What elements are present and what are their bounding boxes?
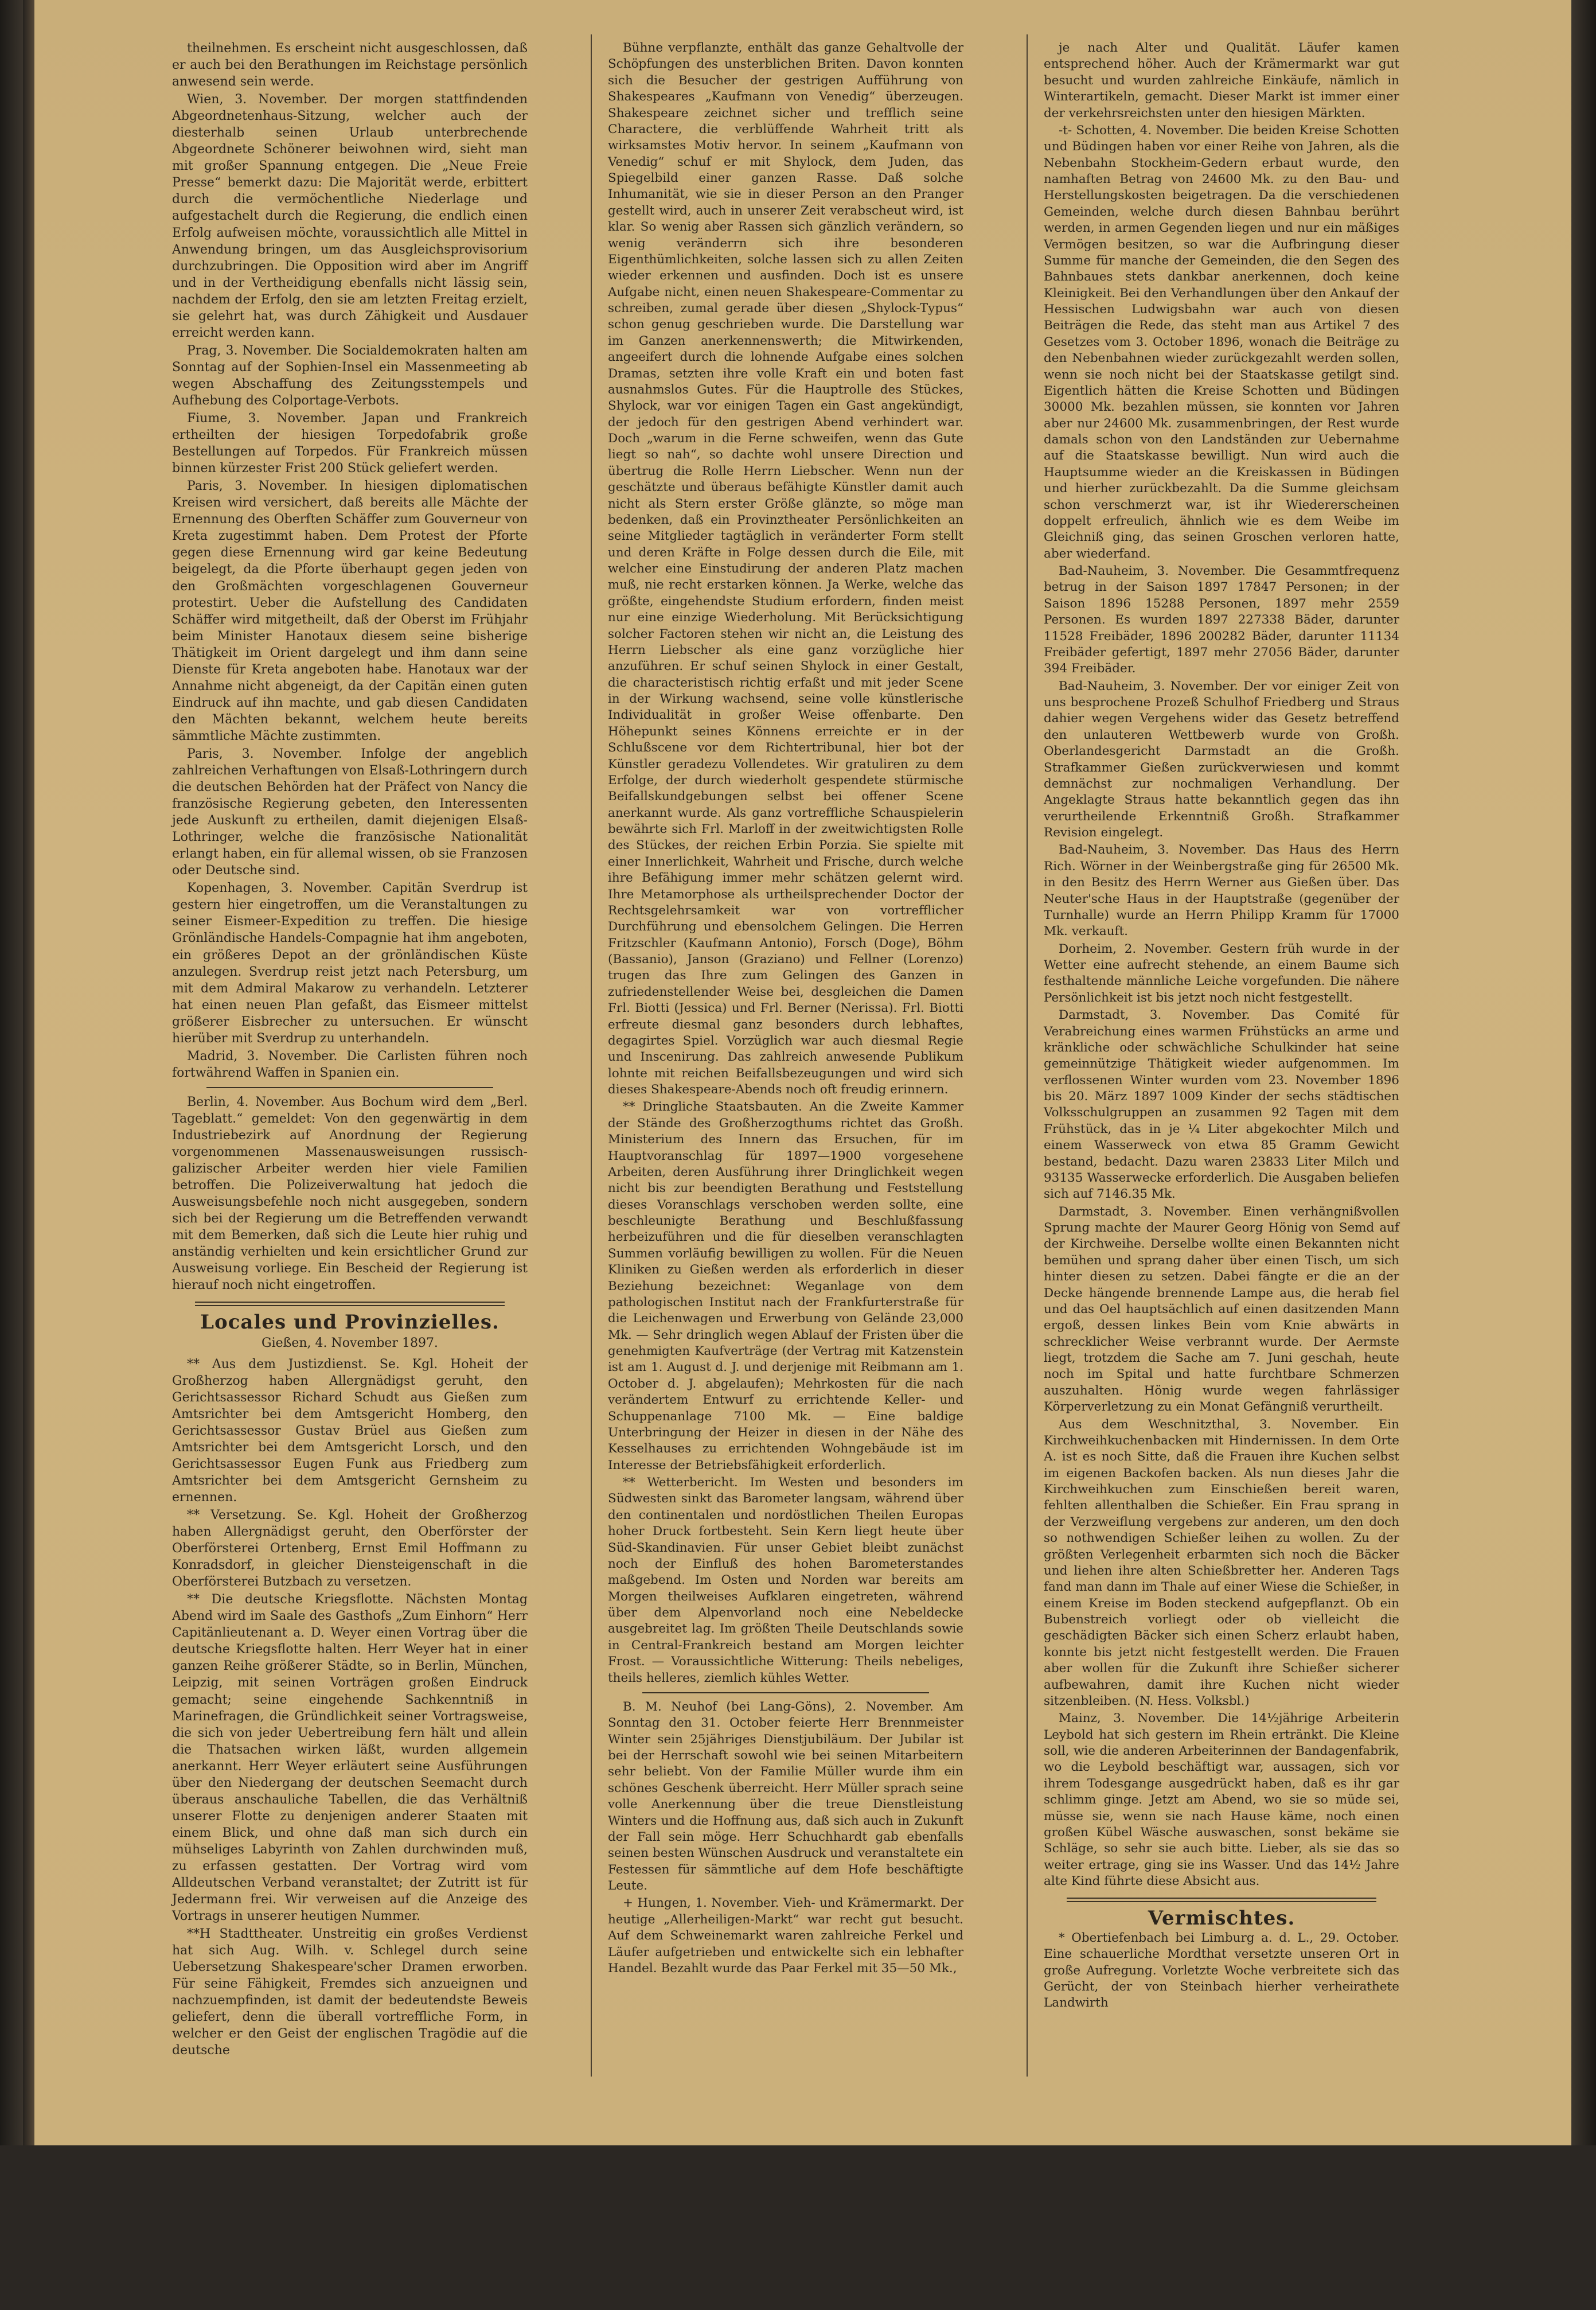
article-paragraph: Aus dem Weschnitzthal, 3. November. Ein Kirchweihkuchenbacken mit Hindernissen. In dem Orte A. ist es noch Sitte, daß die Frauen ihre Kuchen selbst im eigenen Backofen backen. Als nun dieses Jahr die Kirchweihkuchen zum Einschießen bereit waren, fehlten allenthalben die Schießer. Ein Frau sprang in der Verzweiflung vergebens zur anderen, um den doch so nothwendigen Schießer leihen zu wollen. Zu der größten Verlegenheit erbarmten sich noch die Bäcker und liehen ihre alten Schießbretter her. Anderen Tags fand man dann im Thale auf einer Wiese die Schießer, in einem Kreise im Boden steckend aufgepflanzt. Ob ein Bubenstreich vorliegt oder ob vielleicht die geschädigten Bäcker sich einen Scherz erlaubt haben, konnte bis jetzt nicht festgestellt werden. Die Frauen aber wollen für die Zukunft ihre Schießer sicherer aufbewahren, damit ihre Kuchen nicht wieder sitzenbleiben. (N. Hess. Volksbl.) bbox=[1044, 1417, 1399, 1708]
article-paragraph: Paris, 3. November. In hiesigen diplomatischen Kreisen wird versichert, daß bereits alle Mächte der Ernennung des Oberften Schäffer zum Gouverneur von Kreta zugestimmt haben. Dem Protest der Pforte gegen diese Ernennung wird gar keine Bedeutung beigelegt, da die Pforte überhaupt gegen jeden von den Großmächten vorgeschlagenen Gouverneur protestirt. Ueber die Aufstellung des Candidaten Schäffer wird mitgetheilt, daß der Oberst im Frühjahr beim Minister Hanotaux diesem seine bisherige Thätigkeit im Orient dargelegt und ihm dann seine Dienste für Kreta angeboten habe. Hanotaux war der Annahme nicht abgeneigt, da der Capitän einen guten Eindruck auf ihn machte, und gab diesen Candidaten den Mächten bekannt, welchem heute bereits sämmtliche Mächte zustimmten. bbox=[172, 479, 528, 743]
article-paragraph: Bad-Nauheim, 3. November. Der vor einiger Zeit von uns besprochene Prozeß Schulhof Friedberg und Straus dahier wegen Vergehens wider das Gesetz betreffend den unlauteren Wettbewerb wurde von Großh. Oberlandesgericht Darmstadt an die Großh. Strafkammer Gießen zurückverwiesen und kommt demnächst zur nochmaligen Verhandlung. Der Angeklagte Straus hatte bekanntlich gegen das ihn verurtheilende Erkenntniß Großh. Strafkammer Revision eingelegt. bbox=[1044, 679, 1399, 840]
article-paragraph: B. M. Neuhof (bei Lang-Göns), 2. November. Am Sonntag den 31. October feierte Herr Brennmeister Winter sein 25jähriges Dienstjubiläum. Der Jubilar ist bei der Herrschaft sowohl wie bei seinen Mitarbeitern sehr beliebt. Von der Familie Müller wurde ihm ein schönes Geschenk überreicht. Herr Müller sprach seine volle Anerkennung über die treue Dienstleistung Winters und die Hoffnung aus, daß sich auch in Zukunft der Fall sein möge. Herr Schuchhardt gab ebenfalls seinen besten Wünschen Ausdruck und veranstaltete ein Festessen für sämmtliche auf dem Hofe beschäftigte Leute. bbox=[608, 1699, 963, 1893]
article-paragraph: **H Stadttheater. Unstreitig ein großes Verdienst hat sich Aug. Wilh. v. Schlegel durch seine Uebersetzung Shakespeare'scher Dramen erworben. Für seine Fähigkeit, Fremdes sich anzueignen und nachzuempfinden, ist damit der bedeutendste Beweis geliefert, denn die überall vortreffliche Form, in welcher er den Geist der englischen Tragödie auf die deutsche bbox=[172, 1927, 528, 2058]
article-paragraph: theilnehmen. Es erscheint nicht ausgeschlossen, daß er auch bei den Berathungen im Reichstage persönlich anwesend sein werde. bbox=[172, 41, 528, 89]
section-heading: Locales und Provinzielles. bbox=[200, 1311, 500, 1334]
article-paragraph: Mainz, 3. November. Die 14½jährige Arbeiterin Leybold hat sich gestern im Rhein ertränkt. Die Kleine soll, wie die anderen Arbeiterinnen der Bandagenfabrik, wo die Leybold beschäftigt war, aussagen, sich vor ihrem Todesgange ausgedrückt haben, daß es ihr gar schlimm ginge. Jetzt am Abend, wo sie so müde sei, müsse sie, wenn sie nach Hause käme, noch einen großen Kübel Wäsche auswaschen, sonst bekäme sie Schläge, so sehr sie auch bitte. Lieber, als sie das so weiter ertrage, ging sie ins Wasser. Und das 14½ Jahre alte Kind führte diese Absicht aus. bbox=[1044, 1711, 1399, 1888]
article-paragraph: Madrid, 3. November. Die Carlisten führen noch fortwährend Waffen in Spanien ein. bbox=[172, 1049, 528, 1080]
column-rule bbox=[591, 34, 592, 2077]
column-1 bbox=[172, 40, 528, 2060]
scan-background bbox=[0, 2145, 1596, 2310]
article-paragraph: Darmstadt, 3. November. Das Comité für Verabreichung eines warmen Frühstücks an arme und kränkliche oder schwächliche Schulkinder hat seine gemeinnützige Thätigkeit wieder aufgenommen. Im verflossenen Winter wurden vom 23. November 1896 bis 20. März 1897 1009 Kinder der sechs städtischen Volksschulgruppen an zusammen 92 Tagen mit dem Frühstück, das in je ¼ Liter abgekochter Milch und einem Wasserweck von etwa 85 Gramm Gewicht bestand, bedacht. Dazu waren 23833 Liter Milch und 93135 Wasserwecke erforderlich. Die Ausgaben beliefen sich auf 7146.35 Mk. bbox=[1044, 1008, 1399, 1202]
column-rule bbox=[1027, 34, 1028, 2077]
column-2 bbox=[608, 40, 963, 1978]
article-paragraph: Bad-Nauheim, 3. November. Die Gesammtfrequenz betrug in der Saison 1897 17847 Personen; in der Saison 1896 15288 Personen, 1897 mehr 2559 Personen. Es wurden 1897 227338 Bäder, darunter 11528 Freibäder, 1896 200282 Bäder, darunter 11134 Freibäder gefertigt, 1897 mehr 27056 Bäder, darunter 394 Freibäder. bbox=[1044, 564, 1399, 676]
section-rule bbox=[195, 1302, 505, 1306]
article-paragraph: je nach Alter und Qualität. Läufer kamen entsprechend höher. Auch der Krämermarkt war gut besucht und wurden zahlreiche Einkäufe, nämlich in Winterartikeln, gemacht. Dieser Markt ist immer einer der verkehrsreichsten unter den hiesigen Märkten. bbox=[1044, 41, 1399, 120]
article-paragraph: Bühne verpflanzte, enthält das ganze Gehaltvolle der Schöpfungen des unsterblichen Briten. Davon konnten sich die Besucher der gestrigen Aufführung von Shakespeares „Kaufmann von Venedig“ überzeugen. Shakespeare zeichnet sicher und trefflich seine Charactere, die verblüffende Wahrheit tritt als wirksamstes Motiv hervor. In seinem „Kaufmann von Venedig“ schuf er mit Shylock, dem Juden, das Spiegelbild einer ganzen Rasse. Daß solche Inhumanität, wie sie in dieser Person an den Pranger gestellt wird, auch in unserer Zeit verabscheut wird, ist klar. So wenig aber Rassen sich gänzlich verändern, so wenig veränderrn sich ihre besonderen Eigenthümlichkeiten, solche lassen sich zu allen Zeiten wieder erkennen und ausfinden. Doch ist es unsere Aufgabe nicht, einen neuen Shakespeare-Commentar zu schreiben, zumal gerade über diesen „Shylock-Typus“ schon genug geschrieben wurde. Die Darstellung war im Ganzen anerkennenswerth; die Mitwirkenden, angeeifert durch die lohnende Aufgabe eines solchen Dramas, setzten ihre volle Kraft ein und boten fast ausnahmslos Gutes. Für die Hauptrolle des Stückes, Shylock, war vor einigen Tagen ein Gast angekündigt, der jedoch für den gestrigen Abend verhindert war. Doch „warum in die Ferne schweifen, wenn das Gute liegt so nah“, so dachte wohl unsere Direction und übertrug die Rolle Herrn Liebscher. Wenn nun der geschätzte und überaus befähigte Künstler damit auch nicht als Stern erster Größe glänzte, so möge man bedenken, daß ein Provinztheater Persönlichkeiten an seine Mitglieder tagtäglich in veränderter Form stellt und deren Kräfte in Folge dessen durch die Eile, mit welcher eine Einstudirung der anderen Platz machen muß, nie recht erstarken können. Ja Werke, welche das größte, eingehendste Studium erfordern, finden meist nur eine einzige Wiederholung. Mit Berücksichtigung solcher Factoren stehen wir nicht an, die Leistung des Herrn Liebscher als eine ganz vorzügliche hier anzuführen. Er schuf seinen Shylock in einer Gestalt, die characteristisch richtig erfaßt und mit jeder Scene in der Wirkung wachsend, seine volle künstlerische Individualität in großer Weise offenbarte. Den Höhepunkt seines Könnens erreichte er in der Schlußscene vor dem Richtertribunal, hier bot der Künstler geradezu Vollendetes. Wir gratuliren zu dem Erfolge, der durch wiederholt gespendete stürmische Beifallskundgebungen selbst bei offener Scene anerkannt wurde. Als ganz vortreffliche Schauspielerin bewährte sich Frl. Marloff in der zweitwichtigsten Rolle des Stückes, der reichen Erbin Porzia. Sie spielte mit einer Innerlichkeit, Wahrheit und Frische, durch welche ihre Befähigung immer mehr schätzen gelernt wird. Ihre Metamorphose als urtheilsprechender Doctor der Rechtsgelehrsamkeit war von vortrefflicher Durchführung und ebensolchem Gelingen. Die Herren Fritzschler (Kaufmann Antonio), Forsch (Doge), Böhm (Bassanio), Janson (Graziano) und Fellner (Lorenzo) trugen das Ihre zum Gelingen des Ganzen in zufriedenstellender Weise bei, desgleichen die Damen Frl. Biotti (Jessica) und Frl. Berner (Nerissa). Frl. Biotti erfreute diesmal ganz besonders durch lebhaftes, degagirtes Spiel. Vorzüglich war auch diesmal Regie und Inscenirung. Das zahlreich anwesende Publikum lohnte mit reichen Beifallsbezeugungen und wird sich dieses Shakespeare-Abends noch oft freudig erinnern. bbox=[608, 41, 963, 1097]
article-paragraph: Prag, 3. November. Die Socialdemokraten halten am Sonntag auf der Sophien-Insel ein Massenmeeting ab wegen Abschaffung des Zeitungsstempels und Aufhebung des Colportage-Verbots. bbox=[172, 343, 528, 408]
section-rule bbox=[1067, 1898, 1376, 1902]
article-paragraph: Darmstadt, 3. November. Einen verhängnißvollen Sprung machte der Maurer Georg Hönig von Semd auf der Kirchweihe. Derselbe wollte einen Bekannten nicht bemühen und sprang daher über einen Tisch, um sich hinter diesen zu setzen. Dabei fängte er die an der Decke hängende brennende Lampe aus, die herab fiel und das Oel hauptsächlich auf einen dasitzenden Mann ergoß, dessen linkes Bein vom Knie abwärts in schrecklicher Weise verbrannt wurde. Der Aermste liegt, trotzdem die Sache am 7. Juni geschah, heute noch im Spital und hatte furchtbare Schmerzen auszuhalten. Hönig wurde wegen fahrlässiger Körperverletzung zu ein Monat Gefängniß verurtheilt. bbox=[1044, 1204, 1399, 1415]
article-paragraph: + Hungen, 1. November. Vieh- und Krämermarkt. Der heutige „Allerheiligen-Markt“ war recht gut besucht. Auf dem Schweinemarkt waren zahlreiche Ferkel und Läufer aufgetrieben und entwickelte sich ein lebhafter Handel. Bezahlt wurde das Paar Ferkel mit 35—50 Mk., bbox=[608, 1896, 963, 1976]
article-paragraph: ** Wetterbericht. Im Westen und besonders im Südwesten sinkt das Barometer langsam, während über den continentalen und nordöstlichen Theilen Europas hoher Druck fortbesteht. Sein Kern liegt heute über Süd-Skandinavien. Für unser Gebiet bleibt zunächst noch der Einfluß des hohen Barometerstandes maßgebend. Im Osten und Norden war bereits am Morgen theilweises Aufklaren eingetreten, während über dem Alpenvorland noch eine Nebeldecke ausgebreitet lag. Im größten Theile Deutschlands sowie in Central-Frankreich bestand am Morgen leichter Frost. — Voraussichtliche Witterung: Theils nebeliges, theils helleres, ziemlich kühles Wetter. bbox=[608, 1475, 963, 1685]
separator-rule bbox=[206, 1087, 493, 1088]
article-paragraph: -t- Schotten, 4. November. Die beiden Kreise Schotten und Büdingen haben vor einer Reihe von Jahren, als die Nebenbahn Stockheim-Gedern erbaut wurde, den namhaften Betrag von 24600 Mk. zu den Bau- und Herstellungskosten beigetragen. Da die verschiedenen Gemeinden, welche durch diesen Bahnbau berührt werden, in armen Gegenden liegen und nur ein mäßiges Vermögen besitzen, so war die Aufbringung dieser Summe für manche der Gemeinden, die den Segen des Bahnbaues stets dankbar anerkennen, doch keine Kleinigkeit. Bei den Verhandlungen über den Ankauf der Hessischen Ludwigsbahn war auch von diesen Beiträgen die Rede, das steht man aus Artikel 7 des Gesetzes vom 3. October 1896, wonach die Beiträge zu den Nebenbahnen wieder zurückgezahlt werden sollen, wenn sie noch nicht bei der Staatskasse getilgt sind. Eigentlich hätten die Kreise Schotten und Büdingen 30000 Mk. bezahlen müssen, sie konnten vor Jahren aber nur 24600 Mk. zusammenbringen, der Rest wurde damals schon von den Landständen zur Uebernahme auf die Staatskasse bewilligt. Nun wird auch die Hauptsumme wieder an die Kreiskassen in Büdingen und hierher zurückbezahlt. Da die Summe gleichsam schon verschmerzt war, ist ihr Wiedererscheinen doppelt erfreulich, ähnlich wie es dem Weibe im Gleichniß ging, das seinen Groschen verloren hatte, aber wiederfand. bbox=[1044, 123, 1399, 561]
article-paragraph: ** Aus dem Justizdienst. Se. Kgl. Hoheit der Großherzog haben Allergnädigst geruht, den Gerichtsassessor Richard Schudt aus Gießen zum Amtsrichter bei dem Amtsgericht Homberg, den Gerichtsassessor Gustav Brüel aus Gießen zum Amtsrichter bei dem Amtsgericht Lorsch, und den Gerichtsassessor Eugen Funk aus Friedberg zum Amtsrichter bei dem Amtsgericht Gernsheim zu ernennen. bbox=[172, 1357, 528, 1505]
article-paragraph: Kopenhagen, 3. November. Capitän Sverdrup ist gestern hier eingetroffen, um die Veranstaltungen zu seiner Eismeer-Expedition zu treffen. Die hiesige Grönländische Handels-Compagnie hat ihm angeboten, ein größeres Depot an der grönländischen Küste anzulegen. Sverdrup reist jetzt nach Petersburg, um mit dem Admiral Makarow zu verhandeln. Letzterer hat einen neuen Plan gefaßt, das Eismeer mittelst größerer Eisbrecher zu untersuchen. Er wünscht hierüber mit Sverdrup zu unterhandeln. bbox=[172, 881, 528, 1046]
section-heading: Vermischtes. bbox=[1148, 1907, 1295, 1930]
article-paragraph: ** Die deutsche Kriegsflotte. Nächsten Montag Abend wird im Saale des Gasthofs „Zum Einhorn“ Herr Capitänlieutenant a. D. Weyer einen Vortrag über die deutsche Kriegsflotte halten. Herr Weyer hat in einer ganzen Reihe größerer Städte, so in Berlin, München, Leipzig, mit seinen Vorträgen großen Eindruck gemacht; seine eingehende Sachkenntniß in Marinefragen, die Gründlichkeit seiner Vortragsweise, die sich von jeder Uebertreibung fern hält und allein die Thatsachen wirken läßt, wurden allgemein anerkannt. Herr Weyer erläutert seine Ausführungen über den Niedergang der deutschen Seemacht durch überaus anschauliche Tabellen, die das Verhältniß unserer Flotte zu denjenigen anderer Staaten mit einem Blick, und ohne daß man sich durch ein mühseliges Labyrinth von Zahlen durchwinden muß, zu erfassen gestatten. Der Vortrag wird vom Alldeutschen Verband veranstaltet; der Zutritt ist für Jedermann frei. Wir verweisen auf die Anzeige des Vortrags in unserer heutigen Nummer. bbox=[172, 1592, 528, 1924]
article-paragraph: * Obertiefenbach bei Limburg a. d. L., 29. October. Eine schauerliche Mordthat versetzte unseren Ort in große Aufregung. Vorletzte Woche verbreitete sich das Gerücht, der von Steinbach hierher verheirathete Landwirth bbox=[1044, 1930, 1399, 2011]
article-paragraph: ** Versetzung. Se. Kgl. Hoheit der Großherzog haben Allergnädigst geruht, den Oberförster der Oberförsterei Ortenberg, Ernst Emil Hoffmann zu Konradsdorf, in gleicher Diensteigenschaft in die Oberförsterei Butzbach zu versetzen. bbox=[172, 1507, 528, 1590]
article-paragraph: Bad-Nauheim, 3. November. Das Haus des Herrn Rich. Wörner in der Weinbergstraße ging für 26500 Mk. in den Besitz des Herrn Werner aus Gießen über. Das Neuter'sche Haus in der Hauptstraße (gegenüber der Turnhalle) wurde an Herrn Philipp Kramm für 17000 Mk. verkauft. bbox=[1044, 843, 1399, 939]
column-3 bbox=[1044, 40, 1399, 2013]
article-paragraph: Berlin, 4. November. Aus Bochum wird dem „Berl. Tageblatt.“ gemeldet: Von den gegenwärtig in dem Industriebezirk auf Anordnung der Regierung vorgenommenen Massenausweisungen russisch-galizischer Arbeiter werden hier viele Familien betroffen. Die Polizeiverwaltung hat jedoch die Ausweisungsbefehle noch nicht ausgegeben, sondern sich bei der Regierung um die Betreffenden verwandt mit dem Bemerken, daß sich die Leute hier ruhig und anständig verhielten und kein ersichtlicher Grund zur Ausweisung vorliege. Ein Bescheid der Regierung ist hierauf noch nicht eingetroffen. bbox=[172, 1094, 528, 1293]
article-paragraph: Fiume, 3. November. Japan und Frankreich ertheilten der hiesigen Torpedofabrik große Bestellungen auf Torpedos. Für Frankreich müssen binnen kürzester Frist 200 Stück geliefert werden. bbox=[172, 411, 528, 476]
article-paragraph: Dorheim, 2. November. Gestern früh wurde in der Wetter eine aufrecht stehende, an einem Baume sich festhaltende männliche Leiche vorgefunden. Die nähere Persönlichkeit ist bis jetzt noch nicht festgestellt. bbox=[1044, 941, 1399, 1005]
dateline: Gießen, 4. November 1897. bbox=[262, 1335, 438, 1350]
article-paragraph: Wien, 3. November. Der morgen stattfindenden Abgeordnetenhaus-Sitzung, welcher auch der diesterhalb seinen Urlaub unterbrechende Abgeordnete Schönerer beiwohnen wird, sieht man mit großer Spannung entgegen. Die „Neue Freie Presse“ bemerkt dazu: Die Majorität werde, erbittert durch die vermöchentliche Niederlage und aufgestachelt durch die Regierung, die endlich einen Erfolg aufweisen möchte, voraussichtlich alle Mittel in Anwendung bringen, um das Ausgleichsprovisorium durchzubringen. Die Opposition wird aber im Angriff und in der Vertheidigung ebenfalls nicht lässig sein, nachdem der Erfolg, den sie am letzten Freitag erzielt, sie gelehrt hat, was durch Zähigkeit und Ausdauer erreicht werden kann. bbox=[172, 92, 528, 340]
separator-rule bbox=[642, 1692, 929, 1693]
article-paragraph: Paris, 3. November. Infolge der angeblich zahlreichen Verhaftungen von Elsaß-Lothringern durch die deutschen Behörden hat der Präfect von Nancy die französische Regierung gebeten, den Interessenten jede Auskunft zu ertheilen, damit diejenigen Elsaß-Lothringer, welche die französische Nationalität erlangt haben, ein für allemal wissen, ob sie Franzosen oder Deutsche sind. bbox=[172, 746, 528, 878]
article-paragraph: ** Dringliche Staatsbauten. An die Zweite Kammer der Stände des Großherzogthums richtet das Großh. Ministerium des Innern das Ersuchen, für im Hauptvoranschlag für 1897—1900 vorgesehene Arbeiten, deren Ausführung ihrer Dringlichkeit wegen nicht bis zur beendigten Berathung und Feststellung dieses Voranschlags verschoben werden sollte, eine beschleunigte Berathung und Beschlußfassung herbeizuführen und die für dieselben veranschlagten Summen vorläufig bewilligen zu wollen. Für die Neuen Kliniken zu Gießen werden als erforderlich in dieser Beziehung bezeichnet: Weganlage von dem pathologischen Institut nach der Frankfurterstraße für die Leichenwagen und Erwerbung von Gelände 23,000 Mk. — Sehr dringlich wegen Ablauf der Fristen über die genehmigten Kaufverträge (der Vertrag mit Katzenstein ist am 1. August d. J. und derjenige mit Reibmann am 1. October d. J. abgelaufen); Mehrkosten für die nach verändertem Entwurf zu errichtende Keller- und Schuppenanlage 7100 Mk. — Eine baldige Unterbringung der Heizer in diesen in der Nähe des Kesselhauses zu errichtenden Wohngebäude ist im Interesse der Betriebsfähigkeit erforderlich. bbox=[608, 1100, 963, 1473]
